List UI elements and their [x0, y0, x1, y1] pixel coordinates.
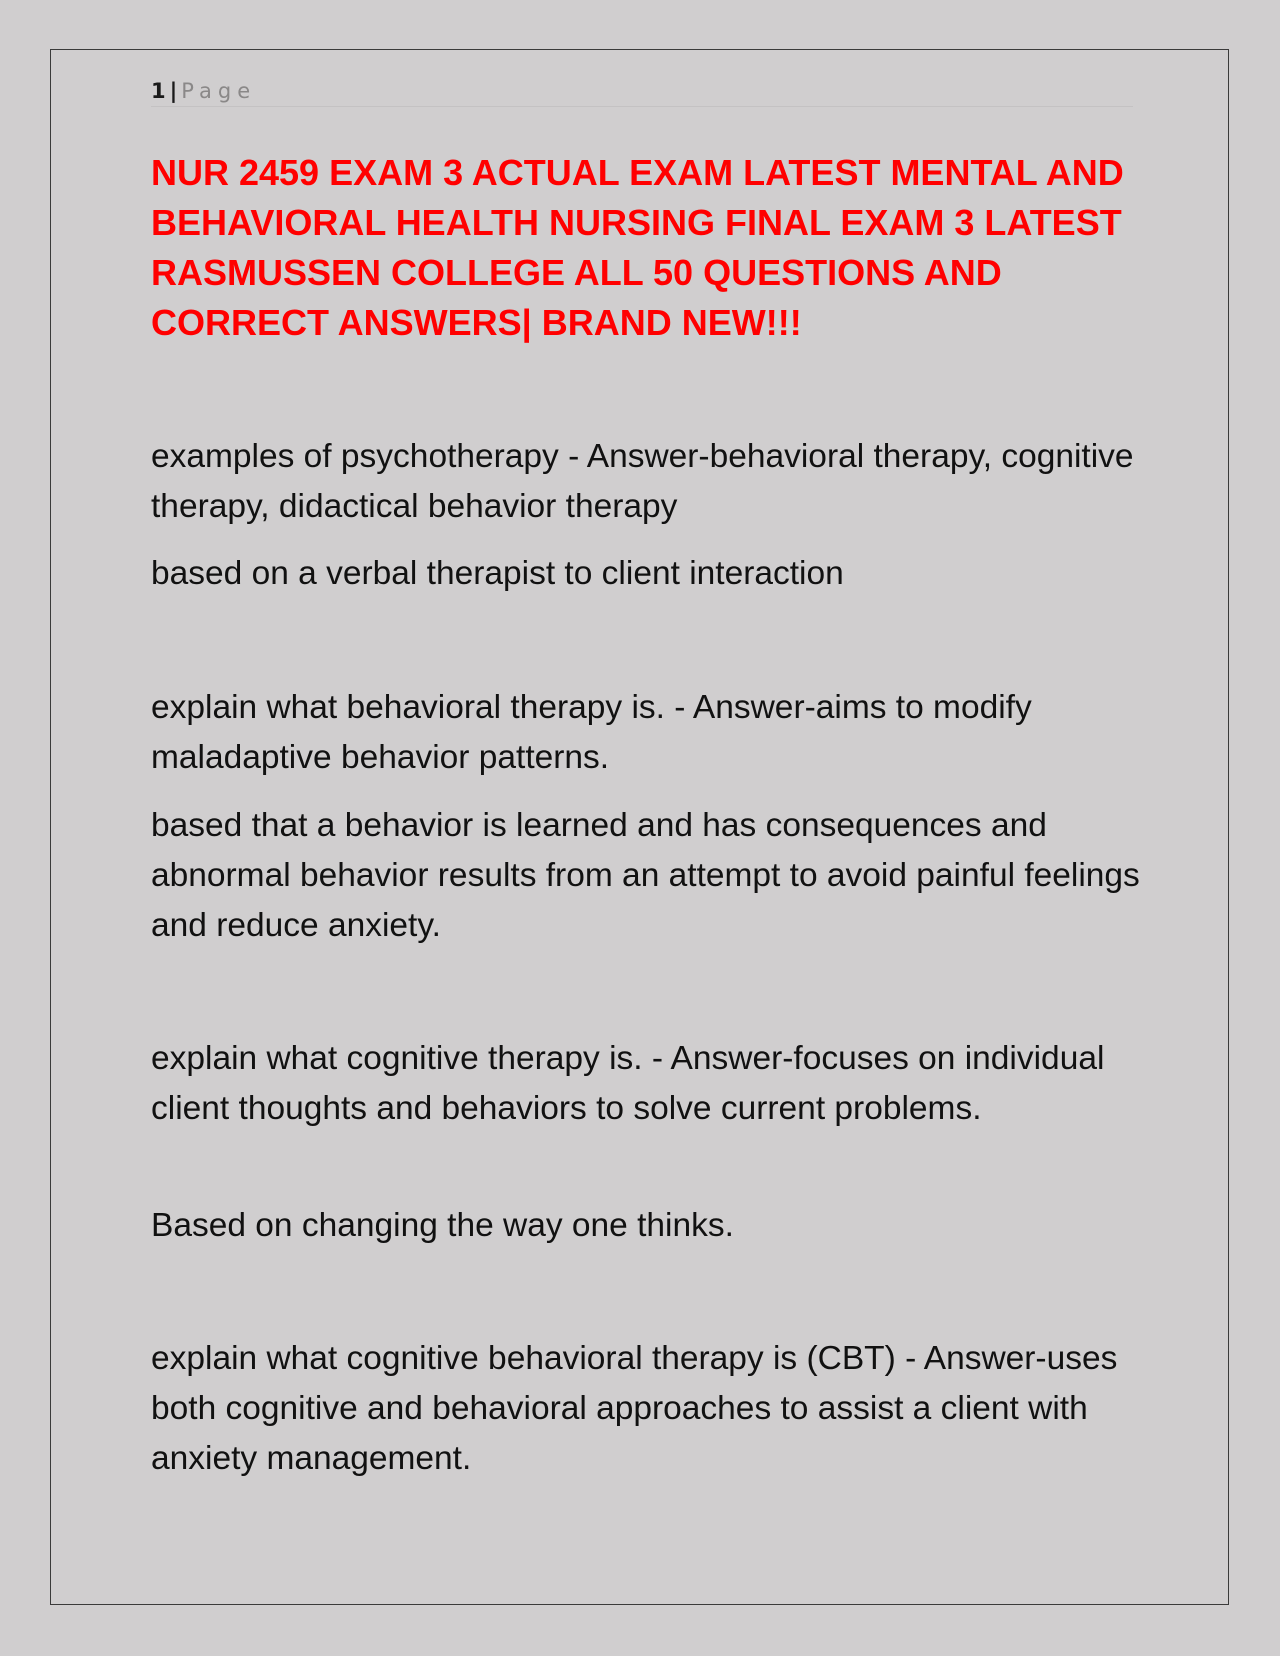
- qa-question-2: explain what behavioral therapy is. - Answer-aims to modify maladaptive behavior patterns.: [151, 689, 1032, 776]
- page-header: [151, 78, 1133, 107]
- page-label: Page: [181, 79, 257, 103]
- page-separator: |: [169, 79, 178, 103]
- qa-question-1: examples of psychotherapy - Answer-behavioral therapy, cognitive therapy, didactical behavior therapy: [151, 438, 1134, 525]
- document-title: NUR 2459 EXAM 3 ACTUAL EXAM LATEST MENTAL AND BEHAVIORAL HEALTH NURSING FINAL EXAM 3 LATEST RASMUSSEN COLLEGE ALL 50 QUESTIONS AND CORRECT ANSWERS| BRAND NEW!!!: [151, 152, 1124, 343]
- page-number: 1: [151, 79, 166, 103]
- qa-question-3: explain what cognitive therapy is. - Answer-focuses on individual client thoughts and behaviors to solve current problems.: [151, 1040, 1105, 1127]
- qa-note-1: based on a verbal therapist to client interaction: [151, 555, 844, 592]
- qa-question-4: explain what cognitive behavioral therapy is (CBT) - Answer-uses both cognitive and behavioral approaches to assist a client with anxiety management.: [151, 1340, 1118, 1477]
- qa-note-3: Based on changing the way one thinks.: [151, 1207, 734, 1244]
- qa-note-2: based that a behavior is learned and has consequences and abnormal behavior results from an attempt to avoid painful feelings and reduce anxiety.: [151, 807, 1140, 944]
